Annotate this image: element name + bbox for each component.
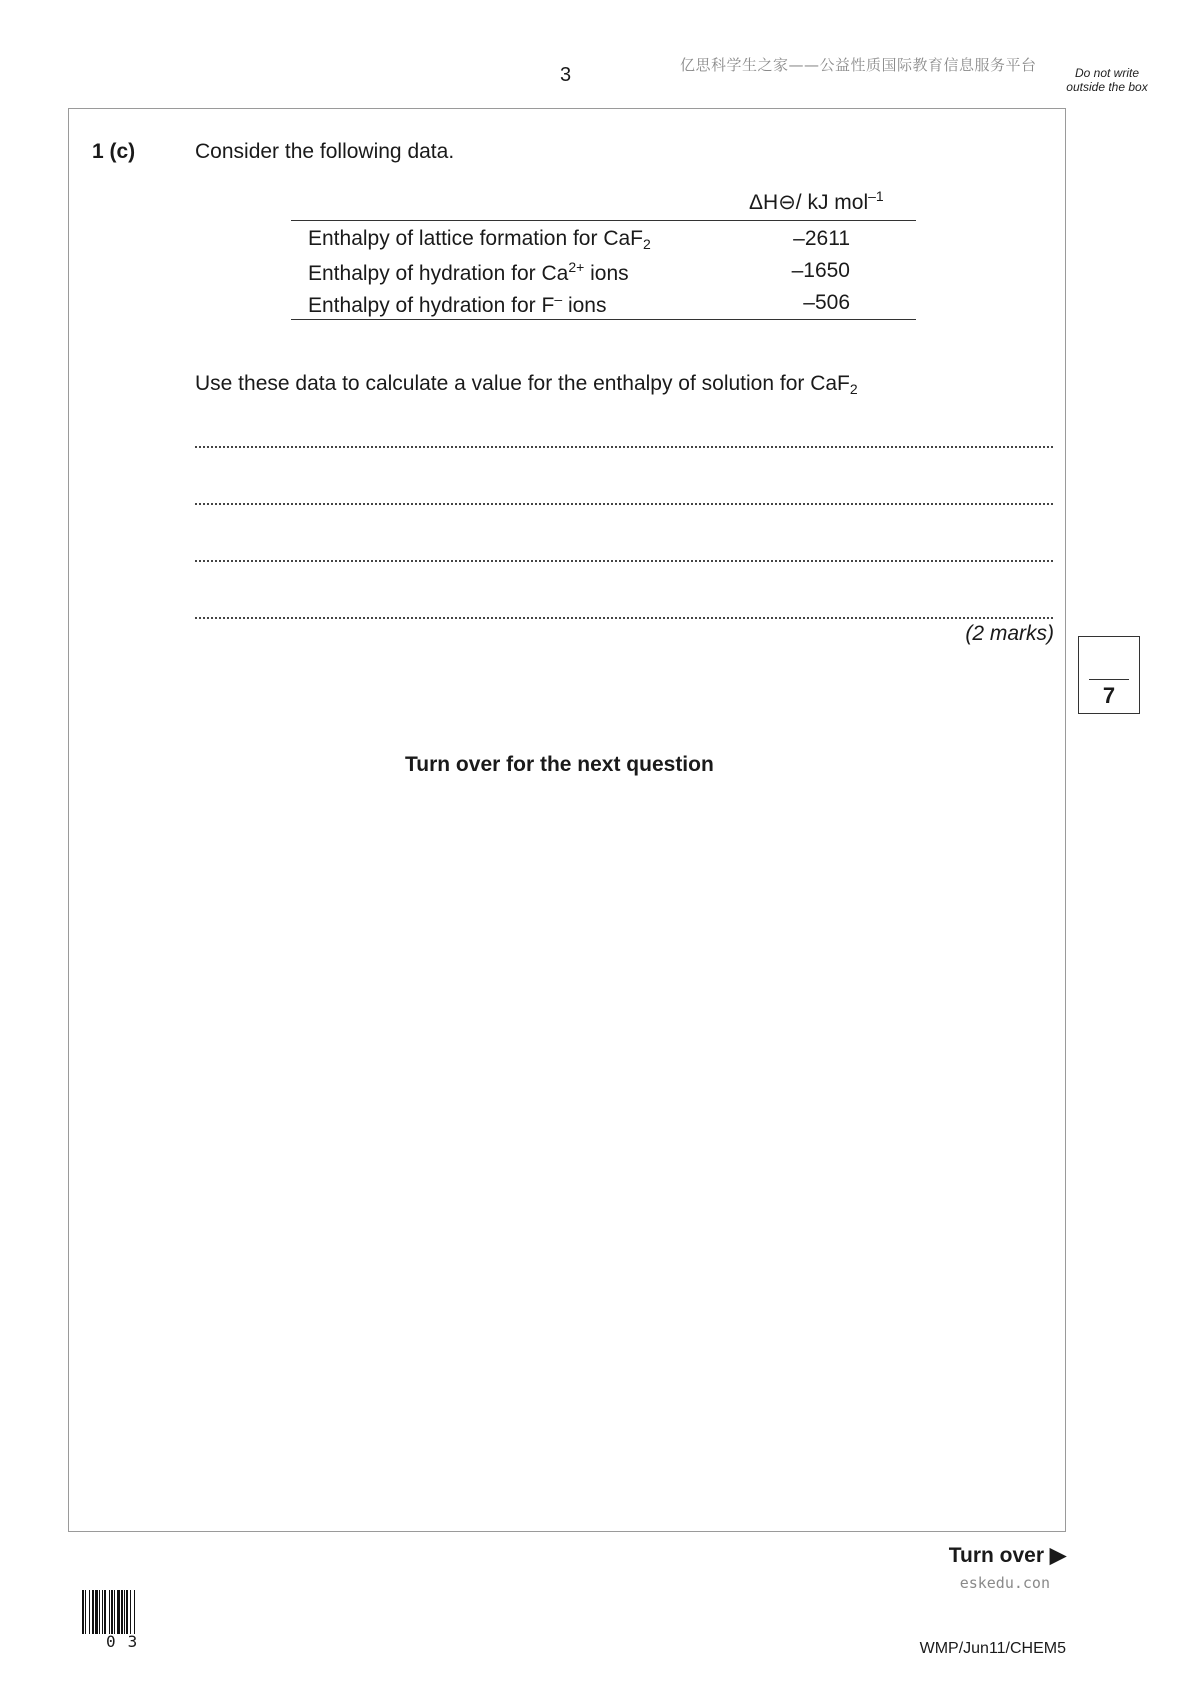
score-divider [1089, 679, 1129, 680]
table-row [291, 285, 916, 317]
answer-line[interactable] [195, 503, 1053, 505]
watermark-header: 亿思科学生之家——公益性质国际教育信息服务平台 [680, 56, 1037, 74]
enthalpy-column-header: ΔH⊖/ kJ mol$^{-1}$ [749, 188, 884, 214]
answer-line[interactable] [195, 446, 1053, 448]
paper-code: WMP/Jun11/CHEM5 [919, 1640, 1066, 1657]
answer-line[interactable] [195, 617, 1053, 619]
page-number: 3 [560, 64, 572, 86]
table-row [291, 253, 916, 285]
barcode-number: 03 [106, 1632, 150, 1651]
turn-over-next-question: Turn over for the next question [405, 753, 714, 776]
question-instruction: Use these data to calculate a value for the enthalpy of solution for CaF$_2$ [195, 372, 858, 397]
score-total: 7 [1102, 683, 1116, 708]
table-row [291, 221, 916, 253]
table-bottom-rule [291, 319, 916, 320]
row-value: –506 [803, 291, 850, 314]
marks-label: (2 marks) [965, 622, 1054, 645]
barcode-icon [82, 1590, 178, 1634]
row-label: Enthalpy of lattice formation for CaF$_2$ [308, 227, 651, 252]
turn-over-label: Turn over ▶ [948, 1544, 1066, 1567]
row-value: –2611 [793, 227, 850, 250]
question-intro: Consider the following data. [195, 140, 455, 163]
answer-frame [68, 108, 1066, 1532]
row-label: Enthalpy of hydration for $Ca^{2+}$ ions [308, 259, 629, 285]
row-value: –1650 [791, 259, 850, 282]
row-label: Enthalpy of hydration for F– ions [308, 291, 607, 317]
margin-note: Do not write outside the box [1066, 66, 1148, 94]
question-number: 1 (c) [92, 140, 136, 163]
table-header [291, 186, 916, 221]
score-box [1078, 636, 1140, 714]
watermark-footer: eskedu.con [959, 1574, 1050, 1592]
answer-line[interactable] [195, 560, 1053, 562]
data-table [291, 186, 916, 320]
